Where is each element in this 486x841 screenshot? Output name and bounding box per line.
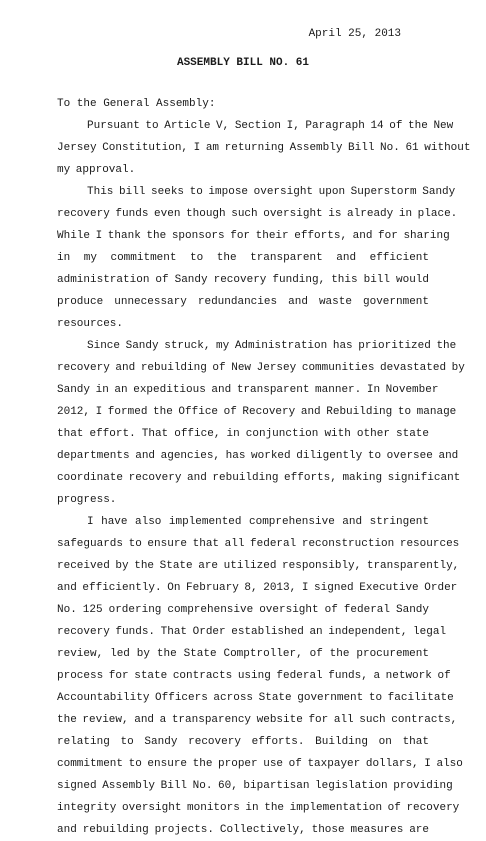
paragraph-line: signed Assembly Bill No. 60, bipartisan legislation providing xyxy=(57,780,453,792)
paragraph-line: commitment to ensure the proper use of taxpayer dollars, I also xyxy=(57,758,463,770)
paragraph-line: in my commitment to the transparent and efficient xyxy=(57,252,429,264)
paragraph-line: review, led by the State Comptroller, of the procurement xyxy=(57,648,429,660)
document-body xyxy=(57,93,471,841)
paragraph xyxy=(57,511,463,841)
paragraph-line: recovery funds even though such oversight is already in place. xyxy=(57,208,458,220)
paragraph-line: administration of Sandy recovery funding, this bill would xyxy=(57,274,429,286)
paragraphs xyxy=(57,115,471,841)
paragraph-line: coordinate recovery and rebuilding efforts, making significant xyxy=(57,472,461,484)
paragraph-line: Pursuant to Article V, Section I, Paragraph 14 of the New xyxy=(87,120,454,132)
paragraph-line: my approval. xyxy=(57,164,136,176)
paragraph xyxy=(57,115,471,181)
paragraph-line: Sandy in an expeditious and transparent manner. In November xyxy=(57,384,439,396)
paragraph-line: 2012, I formed the Office of Recovery and Rebuilding to manage xyxy=(57,406,457,418)
paragraph-line: received by the State are utilized responsibly, transparently, xyxy=(57,560,460,572)
paragraph-line: that effort. That office, in conjunction with other state xyxy=(57,428,429,440)
salutation: To the General Assembly: xyxy=(57,98,216,110)
paragraph-line: recovery and rebuilding of New Jersey communities devastated by xyxy=(57,362,465,374)
paragraph-line: Jersey Constitution, I am returning Assembly Bill No. 61 without xyxy=(57,142,471,154)
paragraph-line: Accountability Officers across State government to facilitate xyxy=(57,692,454,704)
paragraph-line: safeguards to ensure that all federal reconstruction resources xyxy=(57,538,460,550)
paragraph-line: and rebuilding projects. Collectively, those measures are xyxy=(57,824,429,836)
paragraph xyxy=(57,181,458,335)
paragraph-line: departments and agencies, has worked diligently to oversee and xyxy=(57,450,459,462)
paragraph-line: This bill seeks to impose oversight upon Superstorm Sandy xyxy=(87,186,456,198)
document-title: ASSEMBLY BILL NO. 61 xyxy=(176,57,310,69)
paragraph-line: relating to Sandy recovery efforts. Building on that xyxy=(57,736,429,748)
document-date: April 25, 2013 xyxy=(308,28,401,40)
paragraph-line: integrity oversight monitors in the implementation of recovery xyxy=(57,802,460,814)
paragraph-line: progress. xyxy=(57,494,117,506)
paragraph-line: I have also implemented comprehensive and stringent xyxy=(87,516,429,528)
paragraph-line: No. 125 ordering comprehensive oversight of federal Sandy xyxy=(57,604,429,616)
paragraph-line: produce unnecessary redundancies and waste government xyxy=(57,296,429,308)
paragraph-line: the review, and a transparency website for all such contracts, xyxy=(57,714,458,726)
paragraph-line: process for state contracts using federal funds, a network of xyxy=(57,670,451,682)
paragraph-line: Since Sandy struck, my Administration has prioritized the xyxy=(87,340,457,352)
paragraph-line: While I thank the sponsors for their efforts, and for sharing xyxy=(57,230,450,242)
paragraph xyxy=(57,335,465,511)
paragraph-line: recovery funds. That Order established an independent, legal xyxy=(57,626,447,638)
paragraph-line: and efficiently. On February 8, 2013, I signed Executive Order xyxy=(57,582,458,594)
paragraph-line: resources. xyxy=(57,318,124,330)
